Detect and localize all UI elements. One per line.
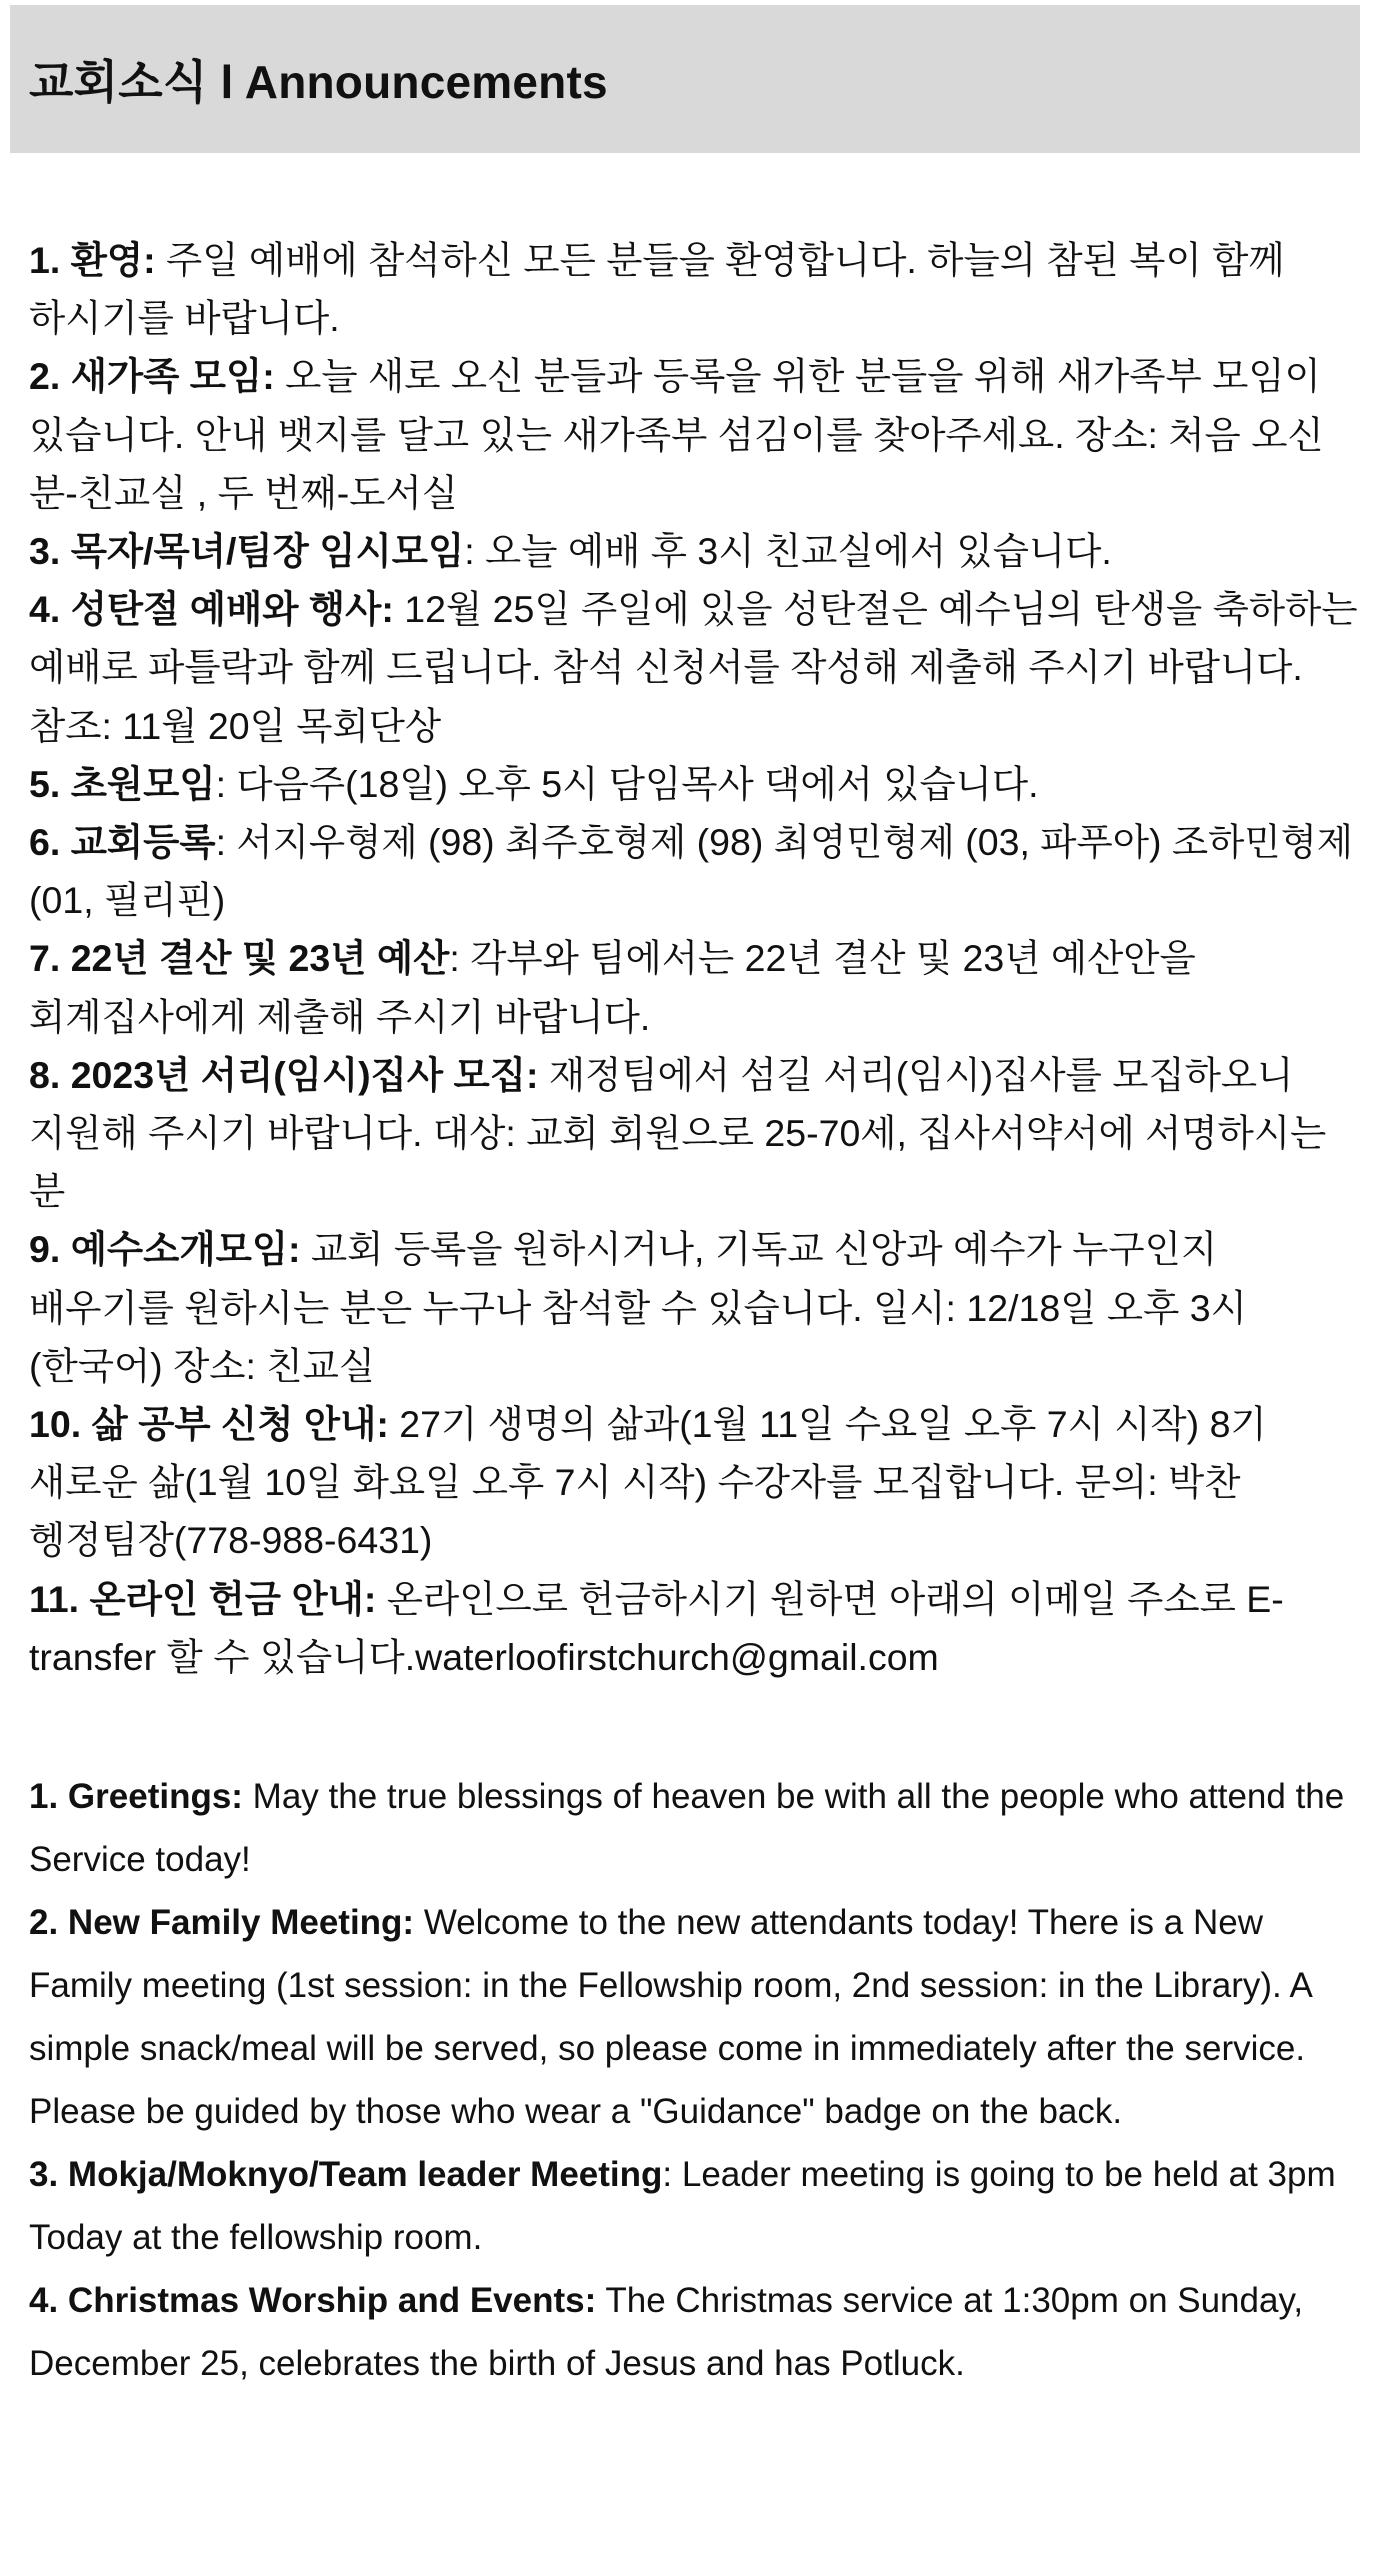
announcement-text: 12월 25일 주일에 있을 성탄절은 예수님의 탄생을 축하하는 예배로 파틀락과 함께 드립니다. 참석 신청서를 작성해 제출해 주시기 바랍니다. 참조: 11월 20일 목회단상 <box>29 588 1358 747</box>
announcement-item <box>29 1046 1359 1221</box>
announcement-heading: 4. Christmas Worship and Events: <box>29 2281 597 2320</box>
announcement-text: : Leader meeting is going to be held at 3pm Today at the fellowship room. <box>29 2155 1336 2257</box>
announcement-heading: 7. 22년 결산 및 23년 예산 <box>29 937 450 980</box>
announcement-item <box>29 1220 1359 1395</box>
announcement-heading: 8. 2023년 서리(임시)집사 모집: <box>29 1053 539 1096</box>
announcement-item <box>29 522 1359 580</box>
announcement-heading: 6. 교회등록 <box>29 821 216 864</box>
announcement-item <box>29 929 1359 1045</box>
announcement-text: : 각부와 팀에서는 22년 결산 및 23년 예산안을 회계집사에게 제출해 주시기 바랍니다. <box>29 937 1196 1038</box>
announcement-text: 오늘 새로 오신 분들과 등록을 위한 분들을 위해 새가족부 모임이 있습니다. 안내 뱃지를 달고 있는 새가족부 섬김이를 찾아주세요. 장소: 처음 오신 분-친교실 , 두 번째-도서실 <box>29 355 1324 514</box>
announcement-heading: 3. 목자/목녀/팀장 임시모임 <box>29 530 465 573</box>
announcement-item <box>29 2269 1359 2395</box>
announcement-heading: 4. 성탄절 예배와 행사: <box>29 588 394 631</box>
announcement-heading: 2. 새가족 모임: <box>29 355 275 398</box>
announcement-item <box>29 231 1359 347</box>
announcement-item <box>29 347 1359 522</box>
announcement-text: May the true blessings of heaven be with all the people who attend the Service today! <box>29 1777 1345 1879</box>
announcement-heading: 11. 온라인 헌금 안내: <box>29 1577 377 1620</box>
announcement-item <box>29 1570 1359 1686</box>
announcement-item <box>29 1891 1359 2143</box>
announcement-text: 27기 생명의 삶과(1월 11일 수요일 오후 7시 시작) 8기 새로운 삶(1월 10일 화요일 오후 7시 시작) 수강자를 모집합니다. 문의: 박찬 헹정팀장(778-988-6431) <box>29 1403 1267 1562</box>
announcement-heading: 10. 삶 공부 신청 안내: <box>29 1403 389 1446</box>
korean-announcements <box>29 231 1359 1686</box>
announcement-text: : 오늘 예배 후 3시 친교실에서 있습니다. <box>464 530 1112 573</box>
announcement-item <box>29 580 1359 755</box>
announcement-item <box>29 1765 1359 1891</box>
announcement-item <box>29 755 1359 813</box>
announcement-text: 주일 예배에 참석하신 모든 분들을 환영합니다. 하늘의 참된 복이 함께 하시기를 바랍니다. <box>29 239 1285 340</box>
announcement-text: : 서지우형제 (98) 최주호형제 (98) 최영민형제 (03, 파푸아) 조하민형제 (01, 필리핀) <box>29 821 1354 922</box>
announcement-heading: 9. 예수소개모임: <box>29 1228 301 1271</box>
announcement-item <box>29 2143 1359 2269</box>
announcement-heading: 5. 초원모임 <box>29 762 216 805</box>
announcement-heading: 2. New Family Meeting: <box>29 1903 415 1942</box>
announcement-item <box>29 1395 1359 1570</box>
announcement-text: The Christmas service at 1:30pm on Sunday, December 25, celebrates the birth of Jesus and has Potluck. <box>29 2281 1304 2383</box>
announcement-item <box>29 813 1359 929</box>
page-title: 교회소식 l Announcements <box>29 56 608 108</box>
header-bar <box>10 5 1360 153</box>
announcement-heading: 3. Mokja/Moknyo/Team leader Meeting <box>29 2155 663 2194</box>
announcement-heading: 1. Greetings: <box>29 1777 243 1816</box>
announcement-text: 재정팀에서 섬길 서리(임시)집사를 모집하오니 지원해 주시기 바랍니다. 대상: 교회 회원으로 25-70세, 집사서약서에 서명하시는 분 <box>29 1053 1327 1213</box>
announcement-text: : 다음주(18일) 오후 5시 담임목사 댁에서 있습니다. <box>215 762 1039 805</box>
announcement-text: 교회 등록을 원하시거나, 기독교 신앙과 예수가 누구인지 배우기를 원하시는 분은 누구나 참석할 수 있습니다. 일시: 12/18일 오후 3시 (한국어) 장소: 친교실 <box>29 1228 1247 1387</box>
english-announcements <box>29 1765 1359 2395</box>
announcement-text: 온라인으로 헌금하시기 원하면 아래의 이메일 주소로 E-transfer 할 수 있습니다.waterloofirstchurch@gmail.com <box>29 1577 1284 1678</box>
announcement-text: Welcome to the new attendants today! There is a New Family meeting (1st session: in the Fellowship room, 2nd session: in the Library). A simple snack/meal will be served, so please come in immediately after the service. Please be guided by those who wear a "Guidance" badge on the back. <box>29 1903 1311 2131</box>
announcement-heading: 1. 환영: <box>29 239 156 281</box>
